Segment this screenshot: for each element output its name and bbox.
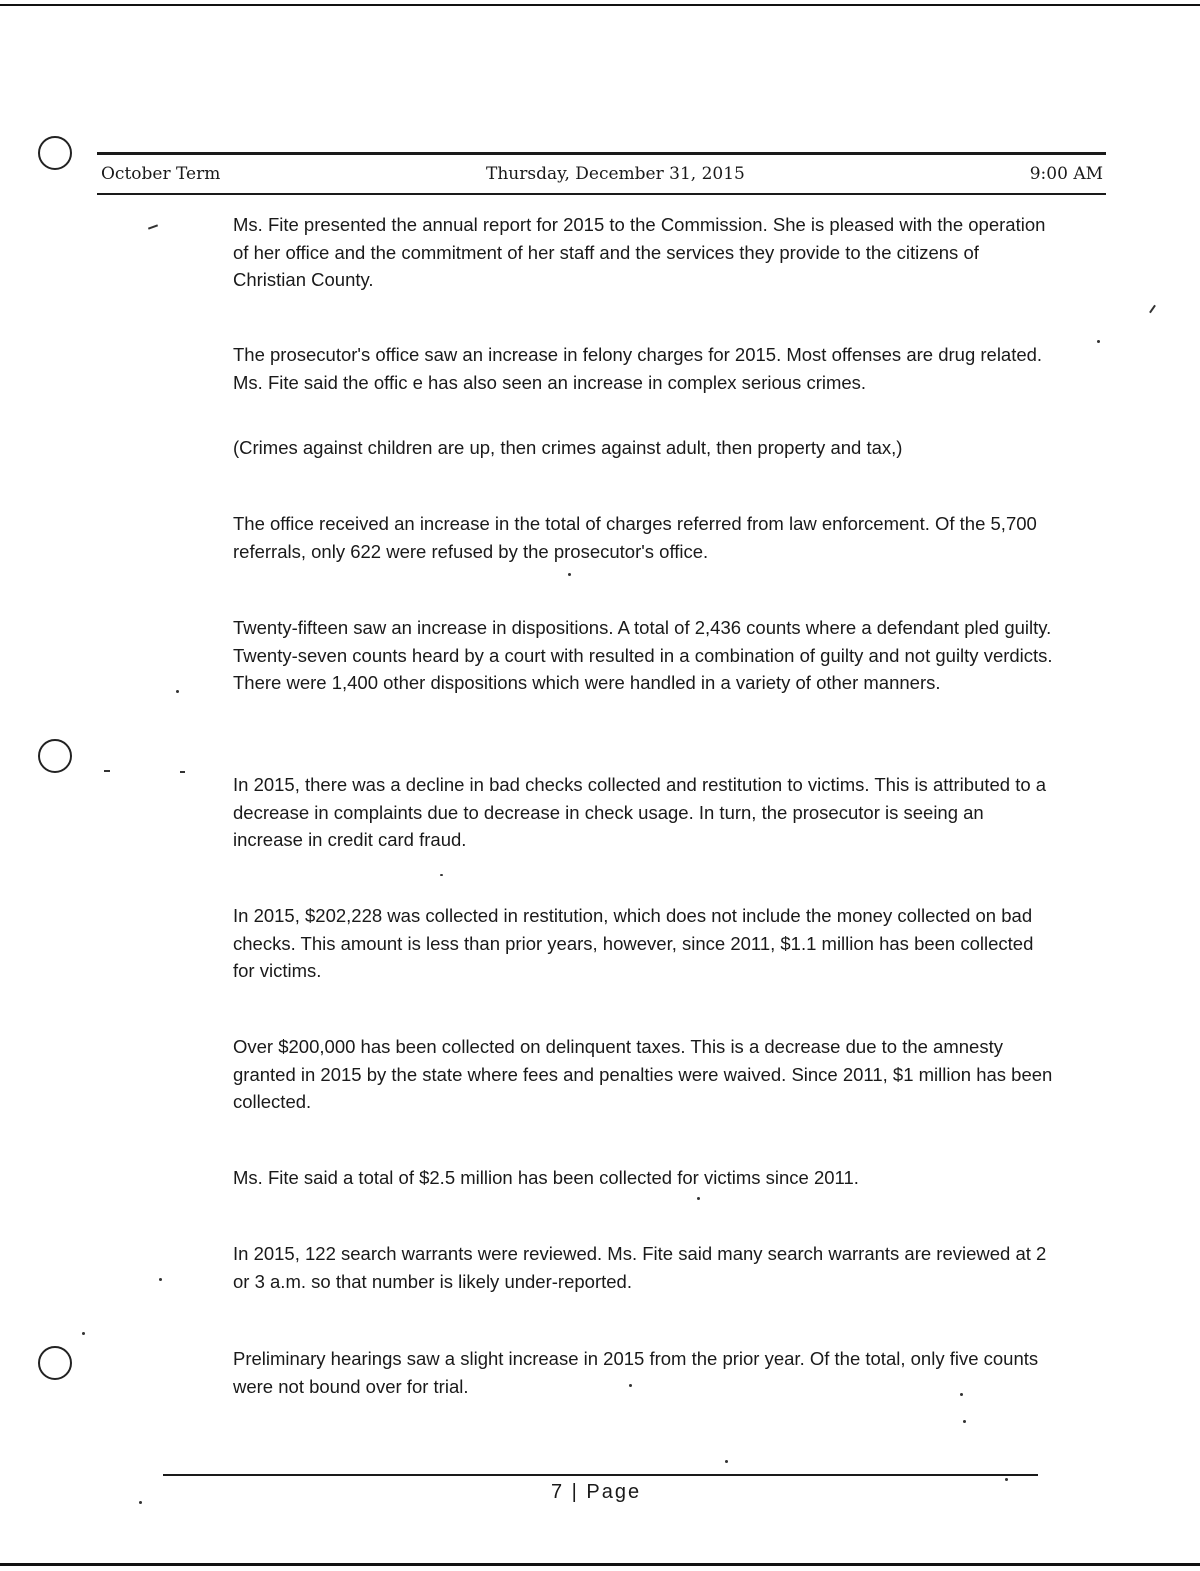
scan-speck: [1005, 1478, 1008, 1481]
header-rule-top: [97, 152, 1106, 155]
scan-speck: [960, 1393, 963, 1396]
footer-rule: [163, 1474, 1038, 1476]
header-rule-bottom: [97, 193, 1106, 195]
paragraph-referrals: The office received an increase in the total of charges referred from law enforcement. Of the 5,700 referrals, only 622 were refused by the prosecutor's office.: [233, 513, 1037, 562]
page-number: 7 | Page: [551, 1481, 642, 1503]
scan-speck: [82, 1332, 85, 1335]
paragraph-crime-categories: (Crimes against children are up, then crimes against adult, then property and tax,): [233, 437, 903, 458]
scan-speck: [139, 1501, 142, 1504]
punch-hole-middle: [38, 739, 72, 773]
scan-mark: [1149, 305, 1156, 314]
scan-speck: [176, 690, 179, 693]
paragraph-dispositions: Twenty-fifteen saw an increase in dispositions. A total of 2,436 counts where a defendant pled guilty. Twenty-seven counts heard by a court with resulted in a combination of guilty and not guilty verdicts. There were 1,400 other dispositions which were handled in a variety of other manners.: [233, 617, 1053, 693]
scan-speck: [568, 573, 571, 576]
scan-speck: [440, 874, 443, 876]
scan-edge-top: [0, 4, 1200, 6]
punch-hole-bottom: [38, 1346, 72, 1380]
scan-speck: [697, 1197, 700, 1200]
scan-speck: [629, 1384, 632, 1387]
scan-speck: [963, 1420, 966, 1423]
scan-mark: [148, 224, 158, 229]
paragraph-felony-charges: The prosecutor's office saw an increase in felony charges for 2015. Most offenses are drug related. Ms. Fite said the offic e has also seen an increase in complex serious crimes.: [233, 344, 1043, 393]
paragraph-bad-checks: In 2015, there was a decline in bad checks collected and restitution to victims. This is attributed to a decrease in complaints due to decrease in check usage. In turn, the prosecutor is seeing an increase in credit card fraud.: [233, 774, 1047, 850]
scan-speck: [159, 1278, 162, 1281]
scan-speck: [1097, 340, 1100, 343]
scan-speck: [725, 1460, 728, 1463]
header-date: Thursday, December 31, 2015: [486, 164, 745, 184]
paragraph-restitution: In 2015, $202,228 was collected in restitution, which does not include the money collected on bad checks. This amount is less than prior years, however, since 2011, $1.1 million has been collected for victims.: [233, 905, 1034, 981]
paragraph-search-warrants: In 2015, 122 search warrants were reviewed. Ms. Fite said many search warrants are reviewed at 2 or 3 a.m. so that number is likely under-reported.: [233, 1243, 1047, 1292]
scan-mark: [104, 770, 110, 772]
scan-mark: [180, 771, 185, 773]
header-time: 9:00 AM: [1029, 164, 1103, 184]
paragraph-delinquent-taxes: Over $200,000 has been collected on delinquent taxes. This is a decrease due to the amnesty granted in 2015 by the state where fees and penalties were waived. Since 2011, $1 million has been collected.: [233, 1036, 1053, 1112]
paragraph-annual-report: Ms. Fite presented the annual report for 2015 to the Commission. She is pleased with the operation of her office and the commitment of her staff and the services they provide to the citizens of Christian County.: [233, 214, 1046, 290]
punch-hole-top: [38, 136, 72, 170]
paragraph-preliminary-hearings: Preliminary hearings saw a slight increase in 2015 from the prior year. Of the total, only five counts were not bound over for trial.: [233, 1348, 1039, 1397]
paragraph-victims-total: Ms. Fite said a total of $2.5 million has been collected for victims since 2011.: [233, 1167, 859, 1188]
scan-edge-bottom: [0, 1563, 1200, 1566]
header-term: October Term: [101, 164, 221, 184]
